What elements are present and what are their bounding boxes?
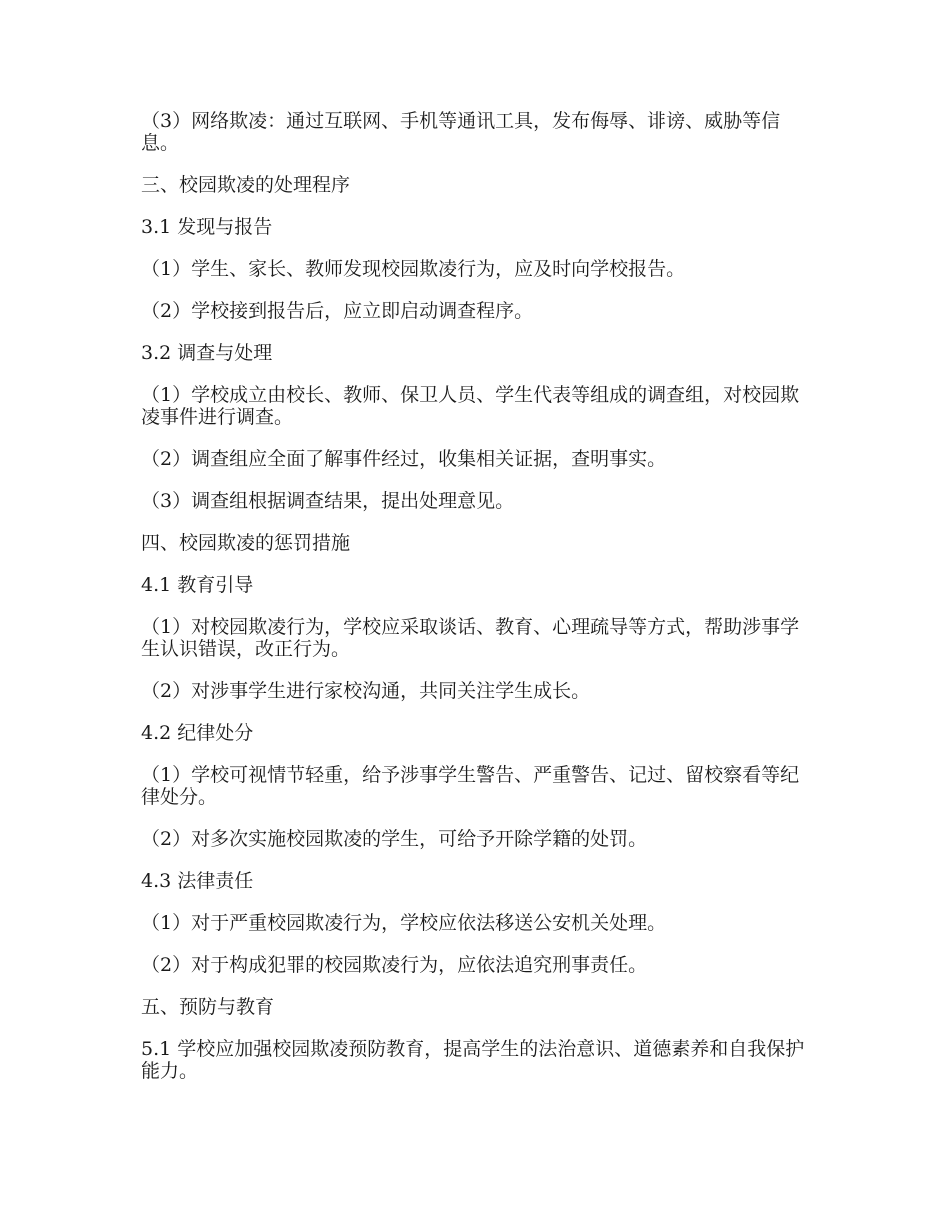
- paragraph-item: （3）调查组根据调查结果，提出处理意见。: [141, 490, 515, 512]
- subsection-heading-discovery-report: 3.1 发现与报告: [141, 216, 273, 238]
- subsection-heading-discipline: 4.2 纪律处分: [141, 722, 254, 744]
- subsection-heading-legal-liability: 4.3 法律责任: [141, 870, 254, 892]
- paragraph-item: （1）学生、家长、教师发现校园欺凌行为，应及时向学校报告。: [141, 258, 686, 280]
- paragraph-item: （1）对于严重校园欺凌行为，学校应依法移送公安机关处理。: [141, 912, 667, 934]
- section-heading-punishment: 四、校园欺凌的惩罚措施: [141, 532, 351, 554]
- paragraph-item: （2）对涉事学生进行家校沟通，共同关注学生成长。: [141, 680, 591, 702]
- paragraph-item: （2）对于构成犯罪的校园欺凌行为，应依法追究刑事责任。: [141, 954, 648, 976]
- paragraph-item: （1）学校成立由校长、教师、保卫人员、学生代表等组成的调查组，对校园欺凌事件进行调查。: [141, 384, 800, 428]
- paragraph-item-cyberbullying: （3）网络欺凌：通过互联网、手机等通讯工具，发布侮辱、诽谤、威胁等信息。: [141, 110, 781, 154]
- paragraph-item: （2）学校接到报告后，应立即启动调查程序。: [141, 300, 534, 322]
- section-heading-handling-procedure: 三、校园欺凌的处理程序: [141, 174, 351, 196]
- paragraph-item: （2）调查组应全面了解事件经过，收集相关证据，查明事实。: [141, 448, 667, 470]
- paragraph-item: （1）学校可视情节轻重，给予涉事学生警告、严重警告、记过、留校察看等纪律处分。: [141, 764, 800, 808]
- section-heading-prevention: 五、预防与教育: [141, 996, 275, 1018]
- subsection-heading-investigation: 3.2 调查与处理: [141, 342, 273, 364]
- subsection-heading-education-guidance: 4.1 教育引导: [141, 574, 254, 596]
- paragraph-item: （1）对校园欺凌行为，学校应采取谈话、教育、心理疏导等方式，帮助涉事学生认识错误，改正行为。: [141, 616, 800, 660]
- paragraph-item: （2）对多次实施校园欺凌的学生，可给予开除学籍的处罚。: [141, 828, 648, 850]
- subsection-paragraph-prevention-education: 5.1 学校应加强校园欺凌预防教育，提高学生的法治意识、道德素养和自我保护能力。: [141, 1038, 805, 1082]
- document-body: [141, 110, 811, 1102]
